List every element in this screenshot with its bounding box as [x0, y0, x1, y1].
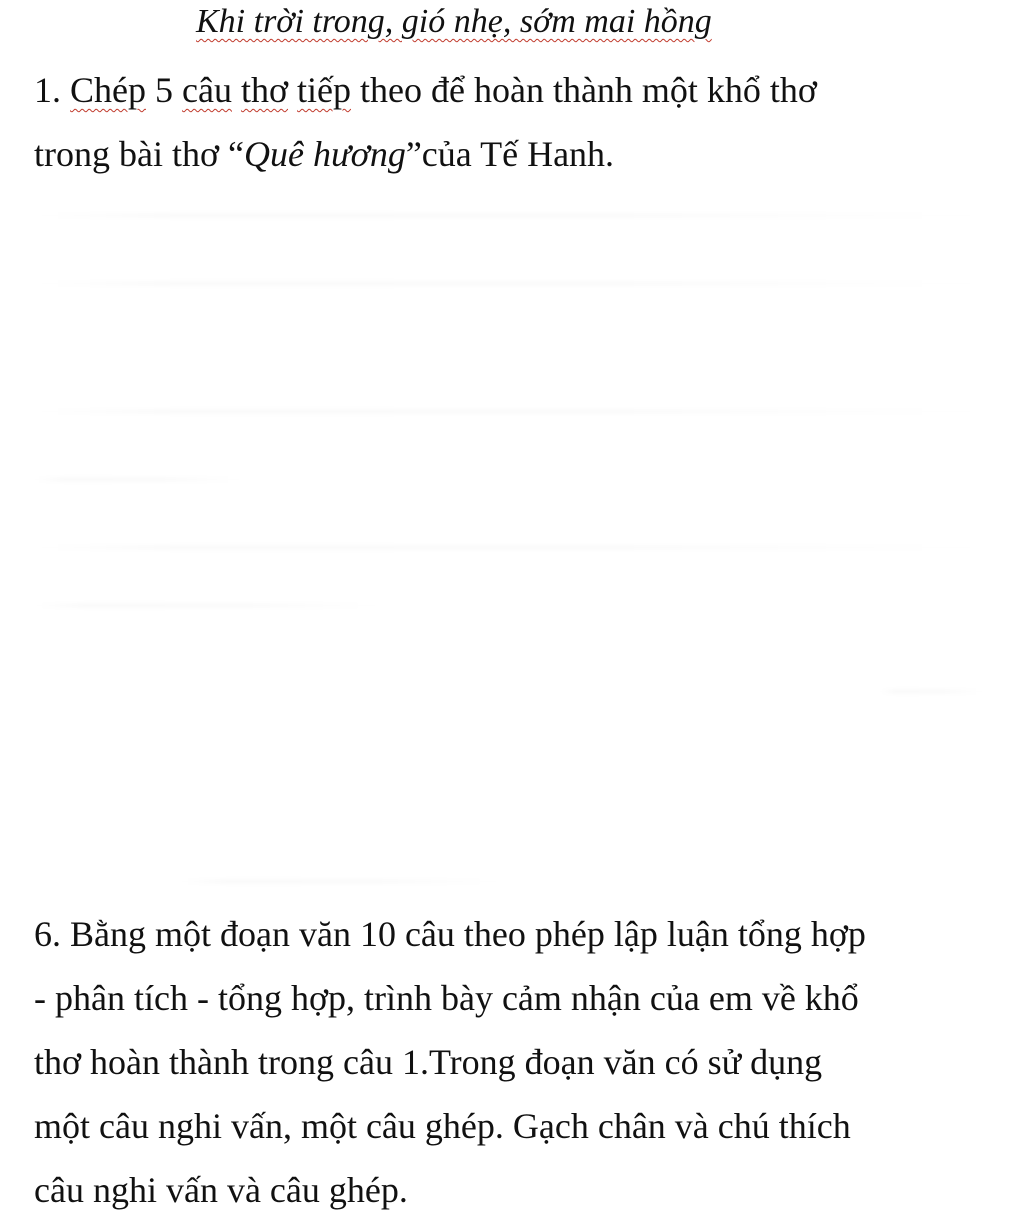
bleed-through-line [34, 604, 384, 607]
question-number: 1. [34, 70, 61, 110]
question-1-line-2 [34, 122, 1016, 186]
question-6-line: - phân tích - tổng hợp, trình bày cảm nhận của em về khổ [34, 978, 859, 1018]
text-run: 5 [155, 70, 173, 110]
bleed-through-line [34, 282, 994, 285]
question-6 [34, 902, 1016, 1222]
question-1 [34, 58, 1016, 186]
poem-line: Khi trời trong, gió nhẹ, sớm mai hồng [196, 3, 712, 40]
text-run: ”của Tế Hanh. [405, 134, 615, 174]
spell-flagged-word: thơ [240, 70, 289, 110]
bleed-through-line [180, 880, 504, 883]
question-6-line: một câu nghi vấn, một câu ghép. Gạch chân và chú thích [34, 1106, 851, 1146]
poem-title: Quê hương [244, 134, 406, 174]
bleed-through-line [34, 478, 244, 481]
spell-flagged-word: câu [182, 70, 232, 110]
text-run: trong bài thơ “ [34, 134, 244, 174]
spell-flagged-word: tiếp [297, 70, 351, 110]
bleed-through-line [880, 690, 984, 693]
question-6-line: thơ hoàn thành trong câu 1.Trong đoạn văn có sử dụng [34, 1042, 823, 1082]
question-6-line: câu nghi vấn và câu ghép. [34, 1170, 408, 1210]
question-1-line-1 [34, 58, 1016, 122]
bleed-through-line [34, 546, 994, 549]
bleed-through-line [34, 214, 994, 217]
text-run: theo để hoàn thành một khổ thơ [360, 70, 817, 110]
question-6-line: 6. Bằng một đoạn văn 10 câu theo phép lập luận tổng hợp [34, 914, 866, 954]
bleed-through-line [34, 410, 994, 413]
spell-flagged-word: Chép [70, 70, 146, 110]
